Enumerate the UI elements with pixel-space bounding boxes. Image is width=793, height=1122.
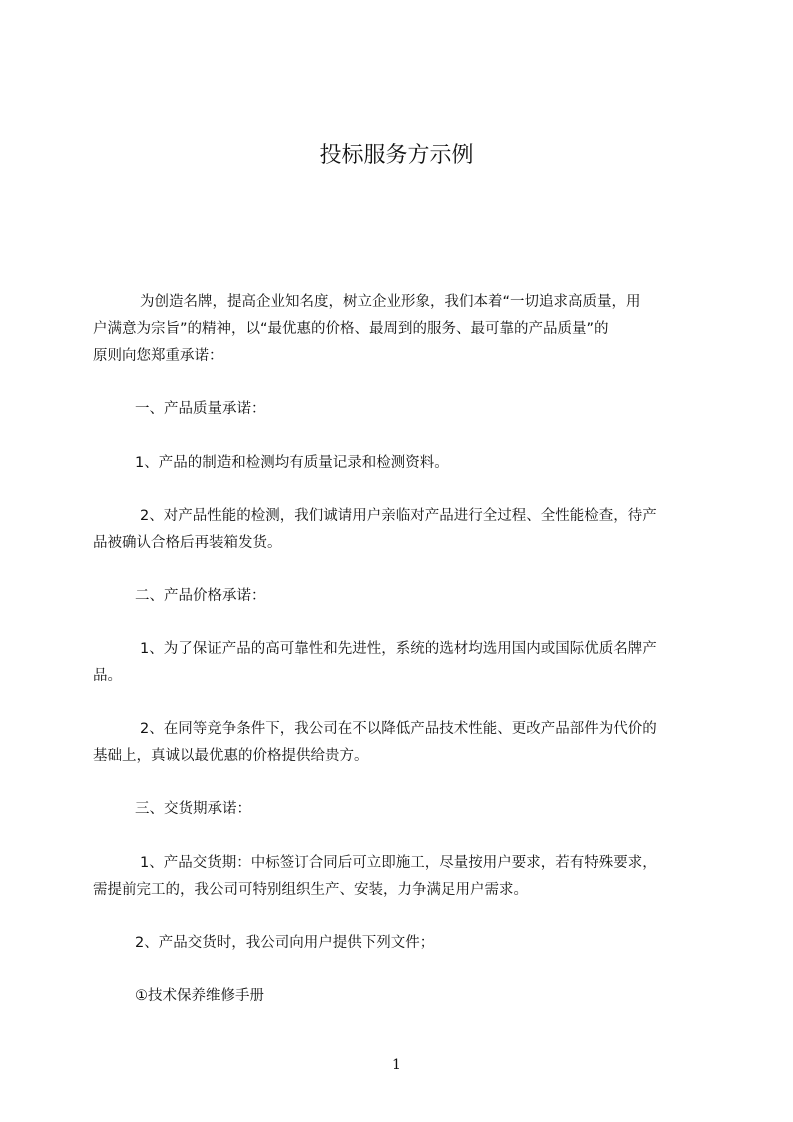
- intro-line-1: 为创造名牌，提高企业知名度，树立企业形象，我们本着“一切追求高质量，用: [140, 294, 641, 310]
- delivery-item-1-line-2: 需提前完工的，我公司可特别组织生产、安装，力争满足用户需求。: [93, 882, 528, 898]
- price-item-1-line-2: 品。: [93, 668, 122, 684]
- delivery-document-1: ①技术保养维修手册: [135, 988, 264, 1004]
- intro-line-2: 户满意为宗旨”的精神，以“最优惠的价格、最周到的服务、最可靠的产品质量”的: [93, 321, 609, 337]
- price-item-2-line-2: 基础上，真诚以最优惠的价格提供给贵方。: [93, 748, 369, 764]
- delivery-item-2: 2、产品交货时，我公司向用户提供下列文件；: [135, 935, 435, 951]
- section-heading-quality: 一、产品质量承诺：: [135, 401, 266, 417]
- section-heading-price: 二、产品价格承诺：: [135, 588, 266, 604]
- quality-item-1: 1、产品的制造和检测均有质量记录和检测资料。: [135, 455, 449, 471]
- intro-line-3: 原则向您郑重承诺：: [93, 348, 224, 364]
- delivery-item-1-line-1: 1、产品交货期：中标签订合同后可立即施工，尽量按用户要求，若有特殊要求，: [140, 855, 657, 871]
- quality-item-2-line-2: 品被确认合格后再装箱发货。: [93, 535, 282, 551]
- price-item-2-line-1: 2、在同等竞争条件下，我公司在不以降低产品技术性能、更改产品部件为代价的: [140, 721, 657, 737]
- page-title: 投标服务方示例: [319, 143, 474, 168]
- section-heading-delivery: 三、交货期承诺：: [135, 801, 251, 817]
- price-item-1-line-1: 1、为了保证产品的高可靠性和先进性，系统的选材均选用国内或国际优质名牌产: [140, 641, 657, 657]
- quality-item-2-line-1: 2、对产品性能的检测，我们诚请用户亲临对产品进行全过程、全性能检查，待产: [140, 508, 657, 524]
- page-number: 1: [392, 1057, 401, 1073]
